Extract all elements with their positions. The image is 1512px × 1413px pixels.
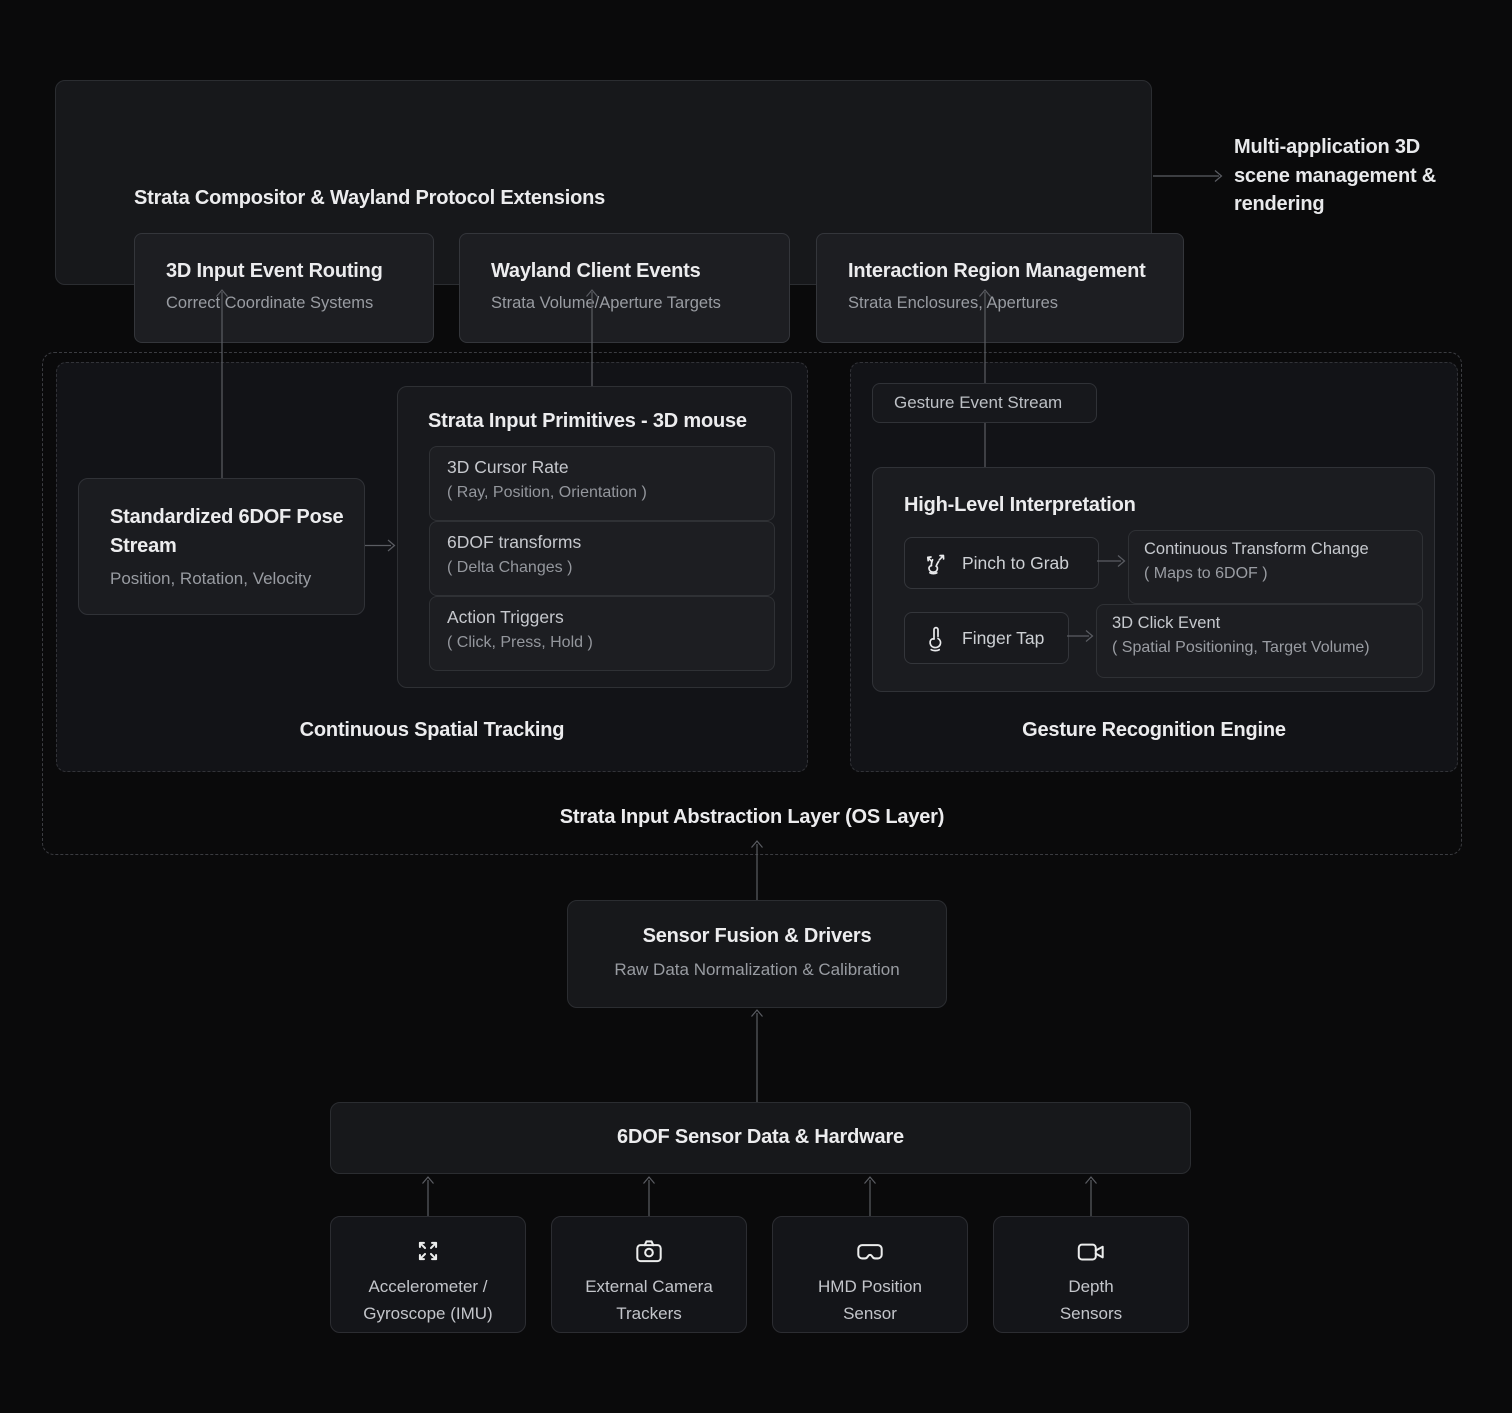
result-title: Continuous Transform Change bbox=[1144, 540, 1369, 558]
pinch-to-grab-box bbox=[904, 537, 1099, 589]
expand-arrows-icon bbox=[331, 1232, 525, 1270]
sensor-label: Depth Sensors bbox=[1059, 1277, 1123, 1323]
sensor-label: External Camera Trackers bbox=[585, 1277, 713, 1323]
primitive-action-triggers bbox=[429, 596, 775, 671]
sensor-hmd-box bbox=[772, 1216, 968, 1333]
continuous-transform-change-box bbox=[1128, 530, 1423, 604]
card-wayland-client-events bbox=[459, 233, 790, 343]
pinch-gesture-icon bbox=[919, 546, 953, 580]
gesture-engine-label: Gesture Recognition Engine bbox=[1022, 719, 1286, 741]
pose-stream-title: Standardized 6DOF Pose Stream bbox=[110, 506, 344, 557]
hardware-title: 6DOF Sensor Data & Hardware bbox=[617, 1126, 904, 1148]
sensor-depth-box bbox=[993, 1216, 1189, 1333]
spatial-tracking-label: Continuous Spatial Tracking bbox=[299, 719, 565, 741]
multi-application-output-label: Multi-application 3D scene management & rendering bbox=[1234, 136, 1437, 215]
pose-stream-box bbox=[78, 478, 365, 615]
pinch-to-grab-label: Pinch to Grab bbox=[962, 552, 1069, 573]
abstraction-layer-label: Strata Input Abstraction Layer (OS Layer) bbox=[559, 806, 945, 828]
card-title: Wayland Client Events bbox=[491, 260, 701, 282]
result-subtitle: ( Maps to 6DOF ) bbox=[1144, 565, 1268, 582]
primitive-subtitle: ( Delta Changes ) bbox=[447, 559, 573, 576]
finger-tap-icon bbox=[919, 621, 953, 655]
result-subtitle: ( Spatial Positioning, Target Volume) bbox=[1112, 639, 1370, 656]
sensor-imu-box bbox=[330, 1216, 526, 1333]
primitive-subtitle: ( Click, Press, Hold ) bbox=[447, 634, 593, 651]
sensor-fusion-subtitle: Raw Data Normalization & Calibration bbox=[614, 960, 900, 979]
primitive-subtitle: ( Ray, Position, Orientation ) bbox=[447, 484, 647, 501]
input-primitives-box bbox=[397, 386, 792, 688]
hmd-goggles-icon bbox=[773, 1232, 967, 1270]
sensor-camera-box bbox=[551, 1216, 747, 1333]
primitive-title: 6DOF transforms bbox=[447, 532, 582, 552]
high-level-interpretation-title: High-Level Interpretation bbox=[904, 494, 1136, 516]
compositor-box bbox=[55, 80, 1152, 312]
primitive-cursor-rate bbox=[429, 446, 775, 521]
camera-icon bbox=[552, 1232, 746, 1270]
gesture-event-stream-box: Gesture Event Stream bbox=[872, 383, 1097, 423]
compositor-title: Strata Compositor & Wayland Protocol Extensions bbox=[134, 187, 606, 209]
video-camera-icon bbox=[994, 1232, 1188, 1270]
finger-tap-box bbox=[904, 612, 1069, 664]
primitive-6dof-transforms bbox=[429, 521, 775, 596]
card-interaction-region-management bbox=[816, 233, 1184, 343]
primitive-title: Action Triggers bbox=[447, 607, 564, 627]
sensor-fusion-box bbox=[567, 900, 947, 1008]
hardware-box bbox=[330, 1102, 1191, 1174]
card-title: 3D Input Event Routing bbox=[166, 260, 383, 282]
result-title: 3D Click Event bbox=[1112, 614, 1221, 632]
finger-tap-label: Finger Tap bbox=[962, 627, 1045, 648]
card-subtitle: Correct Coordinate Systems bbox=[166, 294, 374, 312]
primitive-title: 3D Cursor Rate bbox=[447, 457, 569, 477]
sensor-fusion-title: Sensor Fusion & Drivers bbox=[642, 925, 872, 947]
card-title: Interaction Region Management bbox=[848, 260, 1146, 282]
card-3d-input-event-routing bbox=[134, 233, 434, 343]
pose-stream-subtitle: Position, Rotation, Velocity bbox=[110, 569, 312, 588]
sensor-label: Accelerometer / Gyroscope (IMU) bbox=[363, 1277, 493, 1323]
3d-click-event-box bbox=[1096, 604, 1423, 678]
card-subtitle: Strata Volume/Aperture Targets bbox=[491, 294, 721, 312]
card-subtitle: Strata Enclosures, Apertures bbox=[848, 294, 1059, 312]
high-level-interpretation-box bbox=[872, 467, 1435, 692]
sensor-label: HMD Position Sensor bbox=[818, 1277, 922, 1323]
input-primitives-title: Strata Input Primitives - 3D mouse bbox=[428, 410, 747, 432]
